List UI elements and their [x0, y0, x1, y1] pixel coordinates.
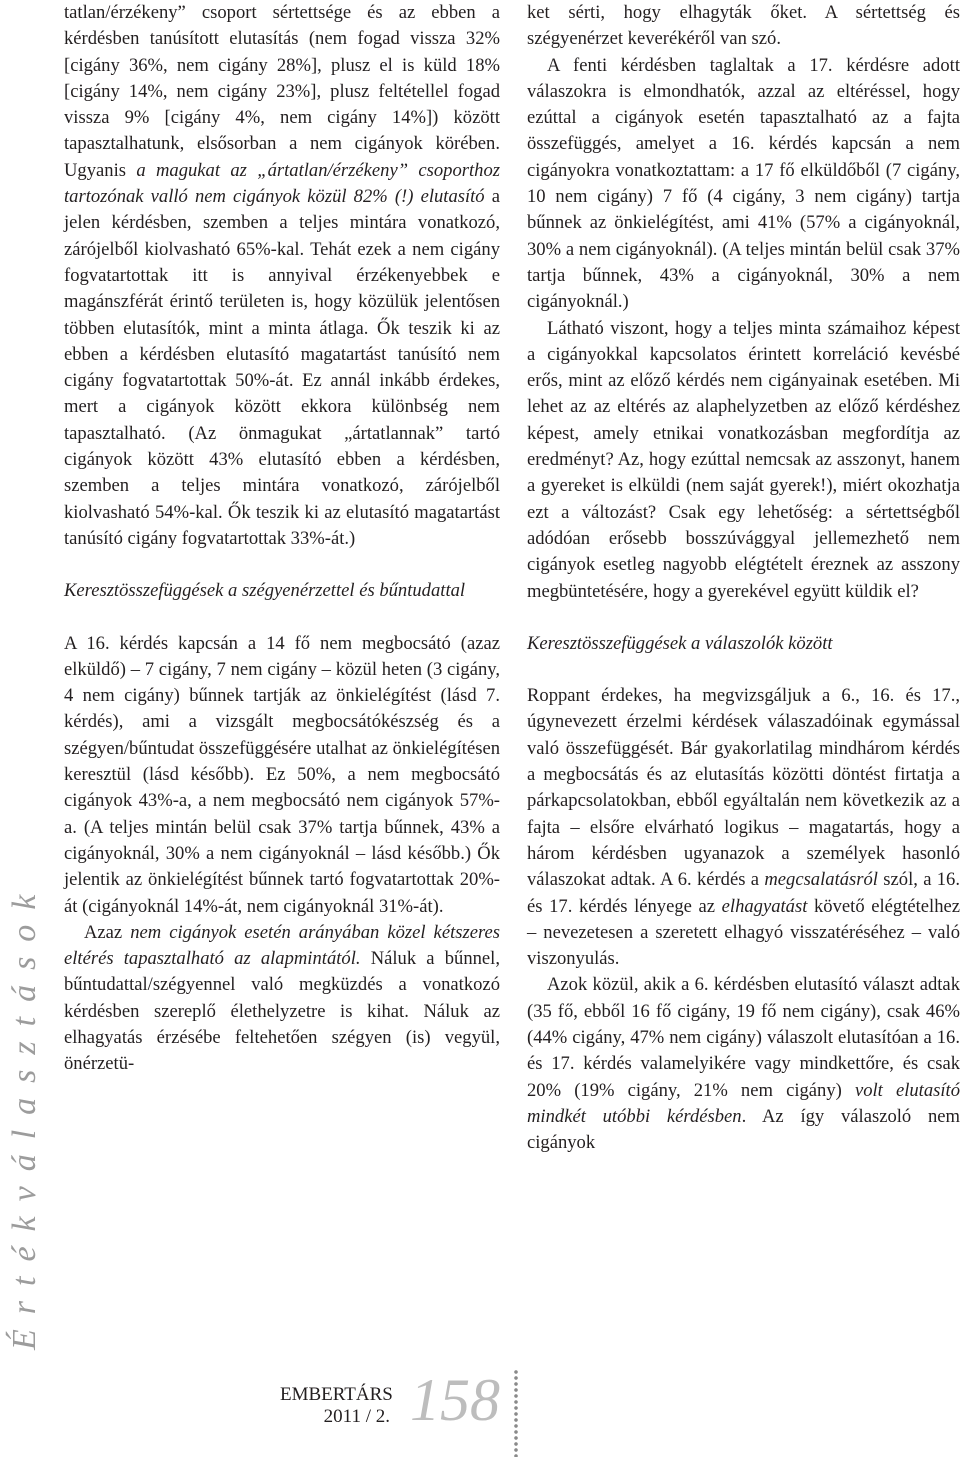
magazine-issue: 2011 / 2.: [323, 1406, 390, 1427]
magazine-footer: [280, 1384, 393, 1428]
left-column: [64, 0, 500, 1078]
left-paragraph-1: tatlan/érzékeny” csoport sértettsége és az ebben a kérdésben tanúsított elutasítás (nem fogad vissza 32% [cigány 36%, nem cigány 28%], plusz el is küld 18% [cigány 14%, nem cigány 23%], plusz feltétellel fogad vissza 9% [cigány 4%, nem cigány 14%]) között tapasztalhatunk, elsősorban a nem cigányok körében. Ugyanis a magukat az „ártatlan/érzékeny” csoporthoz tartozónak valló nem cigányok közül 82% (!) elutasító a jelen kérdésben, szemben a teljes mintára vonatkozó, zárójelből kiolvasható 65%-kal. Tehát ezek a nem cigány fogvatartottak itt is annyival érzékenyebbek e magánszférát érintő területen is, hogy közülük jelentősen többen elutasítók, mint a minta átlaga. Ők teszik ki az ebben a kérdésben elutasító magatartást tanúsító nem cigány fogvatartottak 50%-át. Ez annál inkább érdekes, mert a cigányok között ekkora különbség nem tapasztalható. (Az önmagukat „ártatlannak” tartó cigányok között 43% elutasító ebben a kérdésben, szemben a teljes mintára vonatkozó, zárójelből kiolvasható 54%-kal. Ők teszik ki az elutasító magatartást tanúsító cigány fogvatartottak 33%-át.): [64, 2, 500, 549]
right-paragraph-1: ket sérti, hogy elhagyták őket. A sértettség és szégyenérzet keverékéről van szó.: [527, 2, 960, 50]
section-heading-respondents: Keresztösszefüggések a válaszolók között: [527, 632, 833, 654]
left-paragraph-3: Azaz nem cigányok esetén arányában közel kétszeres eltérés tapasztalható az alapmintától. Náluk a bűnnel, bűntudattal/szégyennel való megküzdés a vonatkozó kérdésben szereplő élethelyzetre is kihat. Náluk az elhagyatás érzésébe feltehetően szégyen (is) vegyül, önérzetü-: [64, 921, 500, 1075]
right-paragraph-2: A fenti kérdésben taglaltak a 17. kérdésre adott válaszokra is elmondhatók, azzal az eltéréssel, hogy ezúttal a cigányok esetén tapasztalható az a fajta összefüggés, amelyet a 16. kérdés kapcsán a nem cigányokra vonatkoztattam: a 17 fő elküldőből (7 cigány, 10 nem cigány) 7 fő (4 cigány, 3 nem cigány) tartja bűnnek az önkielégítést, ami 41% (57% a cigányoknál, 30% a nem cigányoknál). (A teljes mintán belül csak 37% tartja bűnnek, 43% a cigányoknál, 30% a nem cigányoknál.): [527, 54, 960, 313]
decorative-dot-column: [512, 1369, 520, 1457]
right-paragraph-5: Azok közül, akik a 6. kérdésben elutasító választ adtak (35 fő, ebből 16 fő cigány, 19 fő nem cigány), csak 46% (44% cigány, 47% nem cigány) válaszolt elutasítóan a 16. és 17. kérdés valamelyikére vagy mindkettőre, és csak 20% (19% cigány, 21% nem cigány) volt elutasító mindkét utóbbi kérdésben. Az így válaszoló nem cigányok: [527, 974, 960, 1154]
left-paragraph-2: A 16. kérdés kapcsán a 14 fő nem megbocsátó (azaz elküldő) – 7 cigány, 7 nem cigány – közül heten (3 cigány, 4 nem cigány) bűnnek tartják az önkielégítést (lásd 7. kérdés), ami a vizsgált megbocsátókészség és a szégyen/bűntudat összefüggésére utalhat az önkielégítésen keresztül (lásd később). Ez 50%, a nem megbocsátó cigányok 43%-a, a nem megbocsátó nem cigányok 57%-a. (A teljes mintán belül csak 37% tartja bűnnek, 43% a cigányoknál, 30% a nem cigányoknál – lásd később.) Ők jelentik az önkielégítést bűnnek tartó fogvatartottak 20%-át (cigányoknál 14%-át, nem cigányoknál 31%-át).: [64, 632, 500, 917]
right-paragraph-4: Roppant érdekes, ha megvizsgáljuk a 6., 16. és 17., úgynevezett érzelmi kérdések válaszadóinak egymással való összefüggését. Bár gyakorlatilag mindhárom kérdés a megbocsátás és az elutasítás közötti döntést firtatja a párkapcsolatokban, ebből egyáltalán nem következik az a fajta – elsőre elvárható logikus – magatartás, hogy a három kérdésben ugyanazok a személyek hasonló válaszokat adtak. A 6. kérdés a megcsalatásról szól, a 16. és 17. kérdés lényege az elhagyatást követő elégtételhez – nevezetesen a szeretett elhagyó visszatéréséhez – való viszonyulás.: [527, 685, 960, 970]
page-number: 158: [410, 1367, 500, 1433]
magazine-title: EMBERTÁRS: [280, 1384, 393, 1405]
section-heading-shame-guilt: Keresztösszefüggések a szégyenérzettel és bűntudattal: [64, 580, 466, 602]
right-paragraph-3: Látható viszont, hogy a teljes minta számaihoz képest a cigányokkal kapcsolatos érintett korreláció kevésbé erős, mint az előző kérdés nem cigányainak esetében. Mi lehet az az eltérés az alaphelyzetben az előző kérdéshez képest, amely etnikai vonatkozásban megfordítja az eredményt? Az, hogy ezúttal nemcsak az asszonyt, hanem a gyereket is elküldi (nem saját gyerek!), miért okozhatja ezt a változást? Csak egy lehetőség: a sértettségből adódóan erősebb bosszúvággyal jellemezhető nem cigányok esetleg nagyobb elégtételt éreznek az asszony megbüntetésére, hogy a gyerekével együtt küldik el?: [527, 317, 960, 602]
right-column: [527, 0, 960, 1156]
section-side-label: Értékválasztások: [6, 879, 43, 1350]
